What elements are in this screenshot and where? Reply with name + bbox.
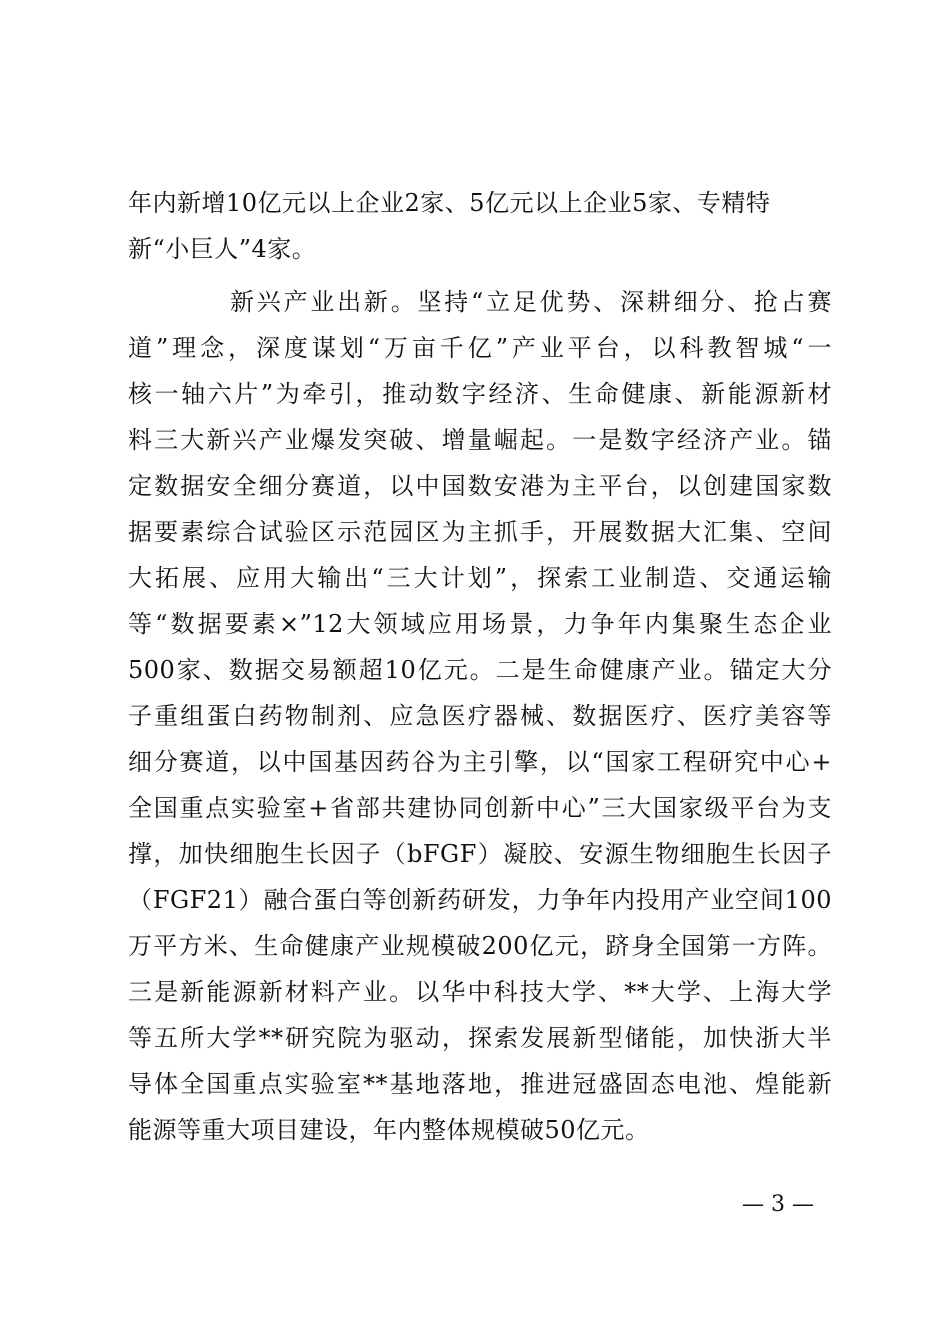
text-line: 导体全国重点实验室**基地落地，推进冠盛固态电池、煌能新 [128, 1070, 832, 1098]
text-line: 新“小巨人”4家。 [128, 235, 317, 263]
text-line: 道”理念，深度谋划“万亩千亿”产业平台，以科教智城“一 [128, 334, 832, 362]
text-line: 等“数据要素×”12大领域应用场景，力争年内集聚生态企业 [128, 610, 832, 638]
text-line: 大拓展、应用大输出“三大计划”，探索工业制造、交通运输 [128, 564, 832, 592]
text-line: 三是新能源新材料产业。以华中科技大学、**大学、上海大学 [128, 978, 832, 1006]
text-line: 年内新增10亿元以上企业2家、5亿元以上企业5家、专精特 [128, 189, 771, 217]
text-line: 细分赛道，以中国基因药谷为主引擎，以“国家工程研究中心+ [128, 748, 832, 776]
text-line: 子重组蛋白药物制剂、应急医疗器械、数据医疗、医疗美容等 [128, 702, 832, 730]
text-line: 能源等重大项目建设，年内整体规模破50亿元。 [128, 1116, 650, 1144]
text-line: 定数据安全细分赛道，以中国数安港为主平台，以创建国家数 [128, 472, 832, 500]
text-line: 核一轴六片”为牵引，推动数字经济、生命健康、新能源新材 [128, 380, 832, 408]
text-line: （FGF21）融合蛋白等创新药研发，力争年内投用产业空间100 [128, 886, 832, 914]
text-line: 等五所大学**研究院为驱动，探索发展新型储能，加快浙大半 [128, 1024, 832, 1052]
text-line: 全国重点实验室+省部共建协同创新中心”三大国家级平台为支 [128, 794, 832, 822]
paragraph-heading-line: 新兴产业出新。坚持“立足优势、深耕细分、抢占赛 [230, 288, 832, 316]
text-line: 据要素综合试验区示范园区为主抓手，开展数据大汇集、空间 [128, 518, 832, 546]
text-line: 料三大新兴产业爆发突破、增量崛起。一是数字经济产业。锚 [128, 426, 832, 454]
text-line: 撑，加快细胞生长因子（bFGF）凝胶、安源生物细胞生长因子 [128, 840, 832, 868]
page-number: — 3 — [742, 1192, 814, 1217]
text-line: 500家、数据交易额超10亿元。二是生命健康产业。锚定大分 [128, 656, 832, 684]
text-line: 万平方米、生命健康产业规模破200亿元，跻身全国第一方阵。 [128, 932, 832, 960]
